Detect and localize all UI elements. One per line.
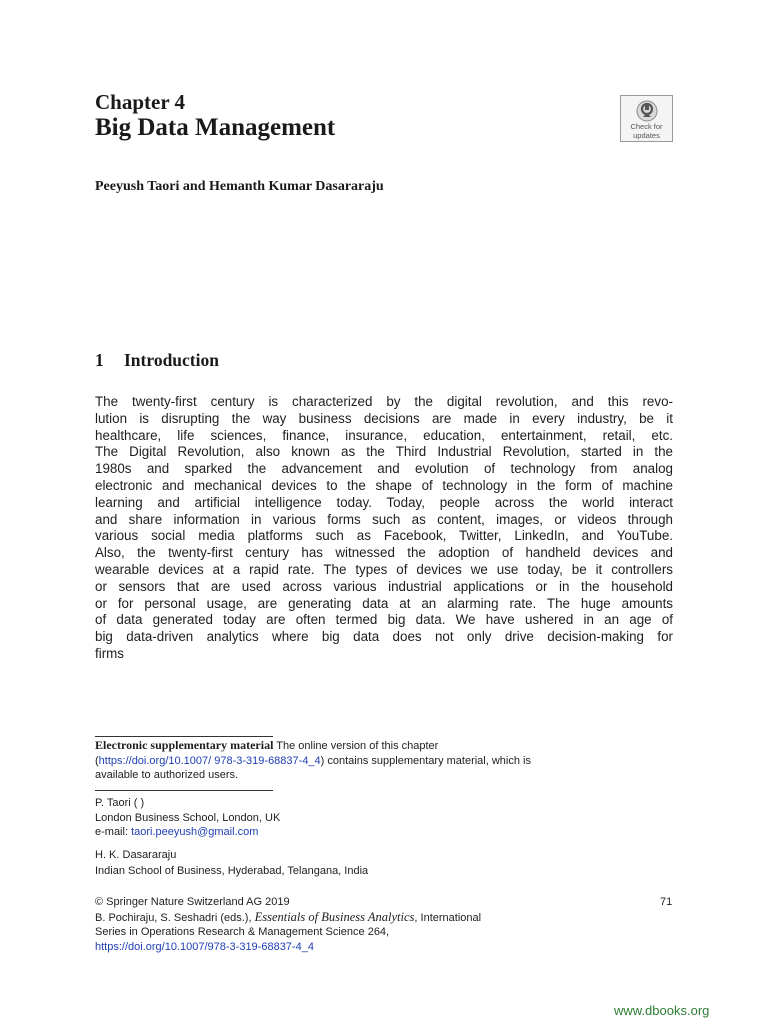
footnote-divider — [95, 736, 273, 737]
citation-text: , International — [414, 911, 482, 924]
badge-text-line1: Check for — [630, 122, 663, 131]
body-line: or for personal usage, are generating data at an alarming rate. The huge amounts — [95, 595, 673, 611]
footnote-text: The online version of this chapter — [273, 740, 439, 752]
body-line: and share information in various forms such as content, images, or videos through — [95, 511, 673, 527]
body-line: 1980s and sparked the advancement and evolution of technology from analog — [95, 461, 673, 477]
body-paragraph — [95, 394, 673, 663]
chapter-doi-link[interactable]: https://doi.org/10.1007/978-3-319-68837-4_4 — [95, 940, 314, 953]
email-label: e-mail: — [95, 826, 132, 838]
author1-name: P. Taori ( ) — [95, 797, 145, 809]
author2-org: Indian School of Business, Hyderabad, Telangana, India — [95, 865, 369, 877]
body-line: or sensors that are used across various industrial applications or in the household — [95, 578, 673, 594]
footnote-text: ) contains supplementary material, which is — [320, 754, 531, 767]
body-line: The twenty-first century is characterized by the digital revolution, and this revo- — [95, 394, 673, 409]
author1-org: London Business School, London, UK — [95, 811, 281, 824]
check-for-updates-badge[interactable] — [620, 95, 673, 142]
body-line: learning and artificial intelligence today. Today, people across the world interact — [95, 494, 673, 510]
section-title: Introduction — [124, 350, 219, 370]
footnote-paren: ( — [95, 754, 99, 767]
body-line: of data generated today are often termed big data. We have ushered in an age of — [95, 612, 673, 628]
body-line: firms — [95, 645, 125, 661]
supplementary-doi-link[interactable]: https://doi.org/10.1007/ 978-3-319-68837-4_4 — [98, 754, 321, 767]
author1-affiliation — [95, 796, 280, 840]
affiliation-divider — [95, 790, 273, 791]
body-line: electronic and mechanical devices to the shape of technology in the form of machine — [95, 477, 673, 493]
book-title: Essentials of Business Analytics — [254, 909, 415, 924]
badge-text-line2: updates — [633, 131, 660, 140]
section-number: 1 — [95, 350, 104, 370]
body-line: Also, the twenty-first century has witnessed the adoption of handheld devices and — [95, 545, 673, 561]
author2-affiliation — [95, 847, 368, 879]
body-line: various social media platforms such as Facebook, Twitter, LinkedIn, and YouTube. — [95, 528, 673, 544]
footnote — [95, 738, 675, 783]
author2-name: H. K. Dasararaju — [95, 849, 177, 861]
copyright-block — [95, 895, 675, 954]
author1-email-link[interactable]: taori.peeyush@gmail.com — [131, 826, 259, 838]
section-heading — [95, 350, 219, 371]
citation-editors: B. Pochiraju, S. Seshadri (eds.), — [95, 911, 255, 924]
check-for-updates-icon — [636, 100, 658, 122]
copyright-line: © Springer Nature Switzerland AG 2019 — [95, 896, 290, 908]
chapter-authors: Peeyush Taori and Hemanth Kumar Dasararaju — [95, 179, 384, 194]
watermark-link[interactable]: www.dbooks.org — [614, 1003, 710, 1018]
footnote-text: available to authorized users. — [95, 769, 239, 781]
body-line: big data-driven analytics where big data does not only drive decision-making for — [95, 629, 673, 645]
chapter-label: Chapter 4 — [95, 90, 186, 114]
body-line: healthcare, life sciences, finance, insurance, education, entertainment, retail, etc. — [95, 427, 673, 443]
series-line: Series in Operations Research & Management Science 264, — [95, 926, 390, 938]
body-line: lution is disrupting the way business decisions are made in every industry, be it — [95, 410, 673, 426]
footnote-label: Electronic supplementary material — [95, 738, 274, 752]
body-line: wearable devices at a rapid rate. The types of devices we use today, be it controllers — [95, 561, 673, 577]
chapter-title: Big Data Management — [95, 114, 336, 141]
body-line: The Digital Revolution, also known as the Third Industrial Revolution, started in the — [95, 444, 673, 460]
page-number: 71 — [660, 896, 673, 908]
